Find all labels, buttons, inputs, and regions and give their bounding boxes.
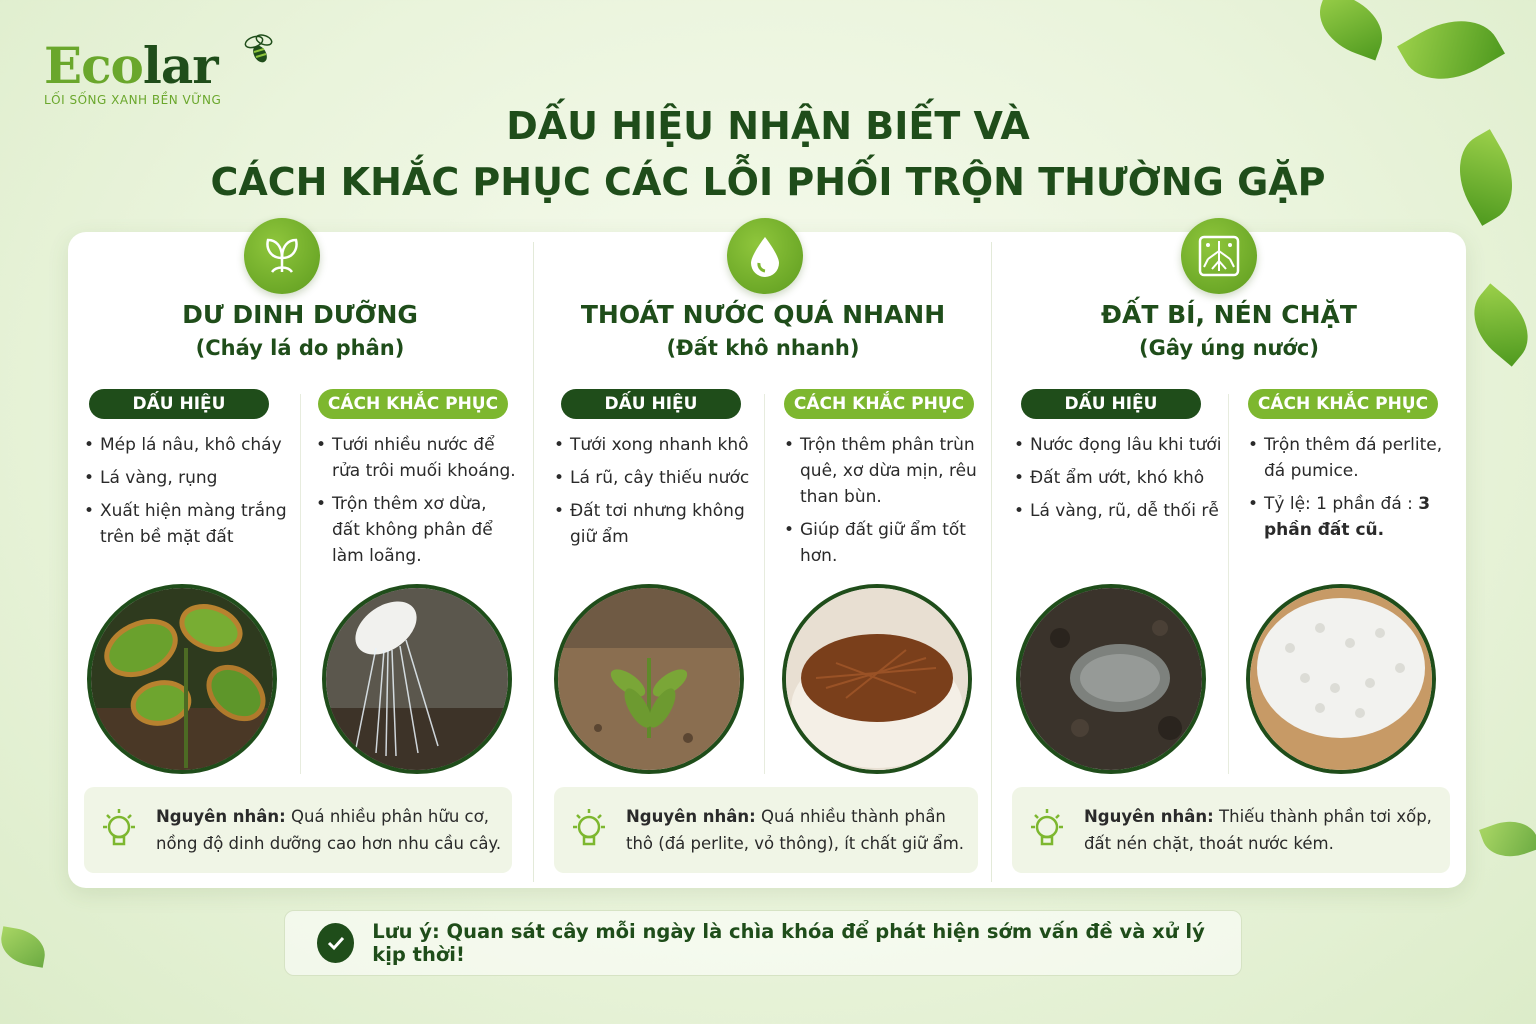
brand-tagline: LỐI SỐNG XANH BỀN VỮNG [44, 93, 222, 107]
divider [764, 394, 765, 774]
list-item: • Nước đọng lâu khi tưới [1014, 432, 1224, 458]
list-item: • Trộn thêm xơ dừa, đất không phân để làm loãng. [316, 491, 516, 569]
fix-label: CÁCH KHẮC PHỤC [318, 389, 508, 419]
brand-name-part1: Eco [44, 36, 143, 95]
burnt-leaf-plant-photo [87, 584, 277, 774]
ratio-text: Tỷ lệ: 1 phần đá : [1264, 494, 1413, 514]
cause-description: Quá nhiều thành phần thô (đá perlite, vỏ thông), ít chất giữ ẩm. [626, 807, 965, 853]
water-drop-icon [727, 218, 803, 294]
section-title: DƯ DINH DƯỠNG [182, 300, 418, 329]
waterlogged-soil-photo [1016, 584, 1206, 774]
section-title: ĐẤT BÍ, NÉN CHẶT [1101, 300, 1357, 329]
list-item: • Trộn thêm phân trùn quê, xơ dừa mịn, rêu than bùn. [784, 432, 980, 510]
lightbulb-icon [568, 807, 610, 853]
decorative-leaf [1479, 812, 1536, 865]
page-title [0, 98, 1536, 210]
wilted-seedling-photo [554, 584, 744, 774]
cause-text [156, 803, 512, 857]
decorative-leaf [1458, 283, 1536, 366]
section-subtitle: (Cháy lá do phân) [195, 336, 405, 360]
cause-panel [1012, 787, 1450, 873]
note-text: Lưu ý: Quan sát cây mỗi ngày là chìa khóa để phát hiện sớm vấn đề và xử lý kịp thời! [372, 920, 1205, 966]
note-banner [284, 910, 1242, 976]
section-excess-nutrients [68, 232, 532, 888]
lightbulb-icon [98, 807, 140, 853]
fix-label: CÁCH KHẮC PHỤC [1248, 389, 1438, 419]
list-item: • Mép lá nâu, khô cháy [84, 432, 294, 458]
section-fast-drainage [534, 232, 992, 888]
brand-name-part2: lar [142, 36, 218, 95]
list-item: • Đất ẩm ướt, khó khô [1014, 465, 1224, 491]
list-item: • Lá vàng, rụng [84, 465, 294, 491]
signs-label: DẤU HIỆU [89, 389, 269, 419]
lightbulb-icon [1026, 807, 1068, 853]
brand-logo [44, 36, 221, 107]
cause-description: Thiếu thành phần tơi xốp, đất nén chặt, thoát nước kém. [1084, 807, 1432, 853]
cause-label: Nguyên nhân: [626, 807, 756, 826]
list-item: • Lá vàng, rũ, dễ thối rễ [1014, 498, 1224, 524]
signs-label: DẤU HIỆU [1021, 389, 1201, 419]
divider [300, 394, 301, 774]
cause-text [1084, 803, 1450, 857]
divider [1228, 394, 1229, 774]
signs-list [554, 432, 754, 557]
list-item: • Đất tơi nhưng không giữ ẩm [554, 498, 754, 550]
decorative-leaf [1310, 0, 1393, 60]
cause-text [626, 803, 978, 857]
cause-label: Nguyên nhân: [1084, 807, 1214, 826]
title-line-1: DẤU HIỆU NHẬN BIẾT VÀ [506, 104, 1030, 148]
section-subtitle: (Gây úng nước) [1139, 336, 1319, 360]
signs-label: DẤU HIỆU [561, 389, 741, 419]
cause-description: Quá nhiều phân hữu cơ, nồng độ dinh dưỡng cao hơn nhu cầu cây. [156, 807, 502, 853]
list-item-ratio [1248, 491, 1448, 543]
list-item: • Trộn thêm đá perlite, đá pumice. [1248, 432, 1448, 484]
list-item: • Tưới xong nhanh khô [554, 432, 754, 458]
fix-label: CÁCH KHẮC PHỤC [784, 389, 974, 419]
title-line-2: CÁCH KHẮC PHỤC CÁC LỖI PHỐI TRỘN THƯỜNG GẶP [210, 160, 1326, 204]
watering-can-photo [322, 584, 512, 774]
list-item: • Lá rũ, cây thiếu nước [554, 465, 754, 491]
fixes-list [784, 432, 980, 576]
signs-list [84, 432, 294, 557]
fixes-list [316, 432, 516, 576]
check-circle-icon [317, 923, 354, 963]
bee-icon [240, 32, 280, 66]
decorative-leaf [1397, 2, 1505, 99]
fixes-list [1248, 432, 1448, 550]
list-item: • Giúp đất giữ ẩm tốt hơn. [784, 517, 980, 569]
list-item: • Tưới nhiều nước để rửa trôi muối khoáng. [316, 432, 516, 484]
soil-roots-icon [1181, 218, 1257, 294]
list-item: • Xuất hiện màng trắng trên bề mặt đất [84, 498, 294, 550]
brand-name [44, 36, 221, 95]
perlite-bowl-photo [1246, 584, 1436, 774]
signs-list [1014, 432, 1224, 531]
plant-leaves-icon [244, 218, 320, 294]
section-title: THOÁT NƯỚC QUÁ NHANH [580, 300, 946, 329]
section-compacted-soil [992, 232, 1466, 888]
cause-panel [84, 787, 512, 873]
section-subtitle: (Đất khô nhanh) [666, 336, 860, 360]
decorative-leaf [0, 926, 49, 967]
coco-coir-bowl-photo [782, 584, 972, 774]
ratio-bold-text: 3 phần đất cũ. [1264, 494, 1431, 540]
cause-panel [554, 787, 978, 873]
cause-label: Nguyên nhân: [156, 807, 286, 826]
main-card [68, 232, 1466, 888]
